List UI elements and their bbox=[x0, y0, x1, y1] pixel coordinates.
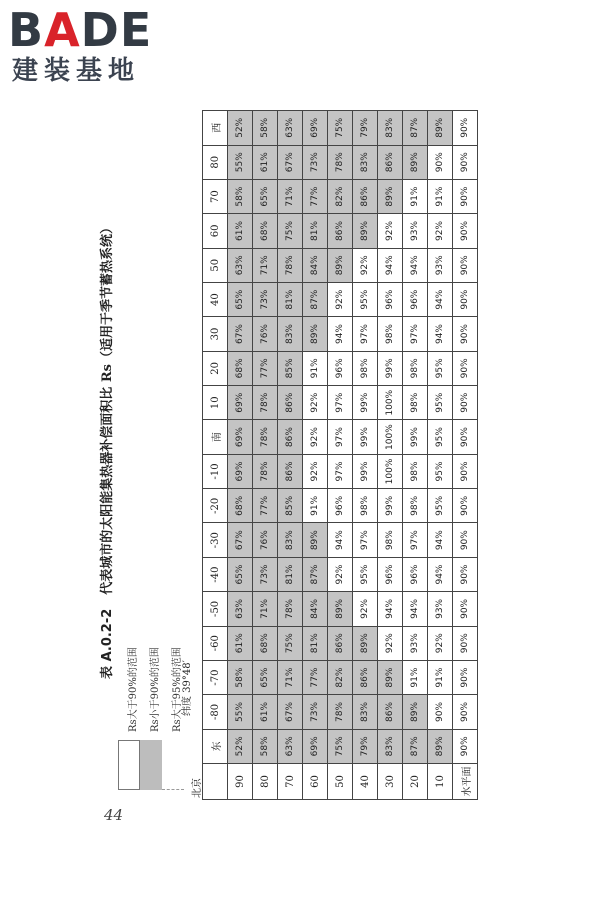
table-cell: 76% bbox=[253, 317, 278, 351]
row-label: 水平面 bbox=[453, 764, 478, 800]
table-cell: 75% bbox=[328, 729, 353, 763]
table-cell: 90% bbox=[453, 523, 478, 557]
table-cell: 98% bbox=[378, 317, 403, 351]
table-cell: 58% bbox=[228, 660, 253, 694]
table-cell: 94% bbox=[428, 523, 453, 557]
table-cell: 90% bbox=[453, 351, 478, 385]
table-cell: 73% bbox=[253, 557, 278, 591]
table-cell: 90% bbox=[453, 145, 478, 179]
table-cell: 58% bbox=[228, 179, 253, 213]
table-cell: 94% bbox=[428, 557, 453, 591]
table-cell: 83% bbox=[353, 145, 378, 179]
table-cell: 98% bbox=[403, 489, 428, 523]
column-header: 东 bbox=[203, 729, 228, 763]
table-cell: 78% bbox=[278, 248, 303, 282]
table-cell: 96% bbox=[328, 351, 353, 385]
row-label: 80 bbox=[253, 764, 278, 800]
table-cell: 98% bbox=[378, 523, 403, 557]
compensation-table bbox=[202, 110, 478, 800]
column-header: -70 bbox=[203, 660, 228, 694]
legend-swatch-dashed bbox=[162, 739, 184, 790]
table-cell: 86% bbox=[353, 660, 378, 694]
column-header: -40 bbox=[203, 557, 228, 591]
table-cell: 73% bbox=[253, 282, 278, 316]
table-cell: 97% bbox=[403, 523, 428, 557]
table-cell: 81% bbox=[303, 626, 328, 660]
table-cell: 100% bbox=[378, 420, 403, 454]
rotated-table-page bbox=[90, 100, 580, 800]
table-cell: 92% bbox=[328, 282, 353, 316]
table-cell: 85% bbox=[278, 351, 303, 385]
table-cell: 67% bbox=[278, 695, 303, 729]
table-cell: 96% bbox=[328, 489, 353, 523]
table-cell: 99% bbox=[353, 420, 378, 454]
table-cell: 83% bbox=[278, 317, 303, 351]
table-cell: 68% bbox=[228, 489, 253, 523]
table-row bbox=[303, 111, 328, 800]
table-cell: 90% bbox=[453, 179, 478, 213]
table-cell: 97% bbox=[353, 317, 378, 351]
table-cell: 98% bbox=[353, 351, 378, 385]
table-cell: 87% bbox=[403, 111, 428, 146]
table-cell: 89% bbox=[428, 111, 453, 146]
table-cell: 94% bbox=[428, 282, 453, 316]
column-header: 40 bbox=[203, 282, 228, 316]
table-cell: 95% bbox=[353, 282, 378, 316]
table-cell: 90% bbox=[453, 111, 478, 146]
table-cell: 90% bbox=[453, 317, 478, 351]
legend-item bbox=[120, 630, 142, 790]
legend-item bbox=[142, 630, 164, 790]
table-cell: 89% bbox=[403, 145, 428, 179]
table-cell: 86% bbox=[353, 179, 378, 213]
table-cell: 68% bbox=[228, 351, 253, 385]
table-code: 表 A.0.2-2 bbox=[100, 608, 115, 679]
table-title bbox=[96, 100, 115, 800]
column-header: 10 bbox=[203, 386, 228, 420]
table-cell: 89% bbox=[303, 317, 328, 351]
table-cell: 78% bbox=[253, 454, 278, 488]
table-cell: 68% bbox=[253, 626, 278, 660]
table-cell: 67% bbox=[228, 317, 253, 351]
table-cell: 61% bbox=[228, 214, 253, 248]
row-label: 10 bbox=[428, 764, 453, 800]
table-cell: 81% bbox=[303, 214, 328, 248]
table-cell: 89% bbox=[378, 660, 403, 694]
table-cell: 93% bbox=[403, 626, 428, 660]
table-cell: 77% bbox=[253, 351, 278, 385]
table-cell: 89% bbox=[353, 626, 378, 660]
page-number: 44 bbox=[104, 806, 124, 824]
table-cell: 65% bbox=[228, 282, 253, 316]
table-cell: 90% bbox=[453, 489, 478, 523]
legend bbox=[120, 630, 186, 790]
row-label: 90 bbox=[228, 764, 253, 800]
table-cell: 78% bbox=[253, 386, 278, 420]
table-cell: 94% bbox=[428, 317, 453, 351]
table-cell: 92% bbox=[303, 386, 328, 420]
table-cell: 92% bbox=[353, 592, 378, 626]
table-cell: 91% bbox=[428, 179, 453, 213]
table-cell: 95% bbox=[428, 420, 453, 454]
table-cell: 93% bbox=[403, 214, 428, 248]
table-cell: 90% bbox=[428, 145, 453, 179]
table-cell: 89% bbox=[378, 179, 403, 213]
table-row bbox=[378, 111, 403, 800]
table-cell: 99% bbox=[378, 351, 403, 385]
table-row bbox=[253, 111, 278, 800]
table-cell: 69% bbox=[228, 420, 253, 454]
table-cell: 94% bbox=[403, 592, 428, 626]
table-cell: 94% bbox=[328, 317, 353, 351]
table-cell: 95% bbox=[428, 351, 453, 385]
table-cell: 75% bbox=[278, 214, 303, 248]
table-cell: 86% bbox=[278, 386, 303, 420]
table-cell: 58% bbox=[253, 729, 278, 763]
table-cell: 65% bbox=[228, 557, 253, 591]
table-cell: 97% bbox=[328, 454, 353, 488]
table-cell: 87% bbox=[303, 557, 328, 591]
column-header: 50 bbox=[203, 248, 228, 282]
column-header: 70 bbox=[203, 179, 228, 213]
table-cell: 89% bbox=[328, 592, 353, 626]
table-cell: 99% bbox=[403, 420, 428, 454]
table-cell: 90% bbox=[453, 386, 478, 420]
table-cell: 82% bbox=[328, 179, 353, 213]
table-cell: 98% bbox=[353, 489, 378, 523]
table-cell: 91% bbox=[303, 489, 328, 523]
table-cell: 78% bbox=[278, 592, 303, 626]
table-corner-cell bbox=[203, 764, 228, 800]
table-cell: 94% bbox=[378, 592, 403, 626]
table-cell: 69% bbox=[228, 454, 253, 488]
table-caption: 代表城市的太阳能集热器补偿面积比 Rs（适用于季节蓄热系统） bbox=[100, 221, 115, 595]
table-cell: 52% bbox=[228, 729, 253, 763]
legend-swatch-gray bbox=[140, 740, 162, 790]
table-cell: 77% bbox=[303, 179, 328, 213]
table-cell: 63% bbox=[228, 248, 253, 282]
table-cell: 78% bbox=[328, 695, 353, 729]
table-cell: 90% bbox=[453, 592, 478, 626]
table-cell: 87% bbox=[303, 282, 328, 316]
column-header: -50 bbox=[203, 592, 228, 626]
brand-name-de: DE bbox=[80, 3, 153, 57]
table-cell: 90% bbox=[453, 248, 478, 282]
table-cell: 99% bbox=[353, 386, 378, 420]
table-cell: 89% bbox=[403, 695, 428, 729]
table-cell: 69% bbox=[303, 111, 328, 146]
table-cell: 95% bbox=[353, 557, 378, 591]
table-cell: 90% bbox=[453, 454, 478, 488]
table-cell: 75% bbox=[328, 111, 353, 146]
table-cell: 89% bbox=[303, 523, 328, 557]
legend-label: Rs大于95%的范围 bbox=[172, 647, 183, 732]
table-cell: 91% bbox=[403, 660, 428, 694]
brand-name-a: A bbox=[44, 3, 81, 57]
legend-label: Rs大于90%的范围 bbox=[128, 647, 139, 732]
table-cell: 96% bbox=[378, 557, 403, 591]
table-cell: 100% bbox=[378, 386, 403, 420]
table-cell: 91% bbox=[403, 179, 428, 213]
table-cell: 96% bbox=[403, 282, 428, 316]
table-cell: 92% bbox=[303, 454, 328, 488]
table-row bbox=[353, 111, 378, 800]
table-cell: 95% bbox=[428, 489, 453, 523]
table-cell: 87% bbox=[403, 729, 428, 763]
latitude-label: 纬度 39°48′ bbox=[182, 660, 193, 716]
table-cell: 97% bbox=[328, 386, 353, 420]
table-cell: 99% bbox=[378, 489, 403, 523]
column-header: -30 bbox=[203, 523, 228, 557]
table-cell: 86% bbox=[378, 145, 403, 179]
table-cell: 69% bbox=[303, 729, 328, 763]
table-cell: 67% bbox=[228, 523, 253, 557]
table-cell: 71% bbox=[253, 592, 278, 626]
table-cell: 83% bbox=[378, 729, 403, 763]
table-cell: 86% bbox=[328, 626, 353, 660]
table-cell: 71% bbox=[278, 179, 303, 213]
table-cell: 55% bbox=[228, 145, 253, 179]
table-cell: 78% bbox=[253, 420, 278, 454]
column-header: 20 bbox=[203, 351, 228, 385]
column-header: 30 bbox=[203, 317, 228, 351]
table-cell: 79% bbox=[353, 111, 378, 146]
table-header-row bbox=[203, 111, 228, 800]
brand-subtitle: 建装基地 bbox=[12, 56, 141, 86]
table-cell: 77% bbox=[253, 489, 278, 523]
table-cell: 93% bbox=[428, 592, 453, 626]
table-cell: 77% bbox=[303, 660, 328, 694]
table-cell: 73% bbox=[303, 695, 328, 729]
table-cell: 76% bbox=[253, 523, 278, 557]
table-cell: 90% bbox=[453, 695, 478, 729]
column-header: -80 bbox=[203, 695, 228, 729]
table-cell: 90% bbox=[453, 729, 478, 763]
table-cell: 58% bbox=[253, 111, 278, 146]
row-label: 30 bbox=[378, 764, 403, 800]
table-cell: 63% bbox=[228, 592, 253, 626]
table-cell: 98% bbox=[403, 351, 428, 385]
table-cell: 93% bbox=[428, 248, 453, 282]
table-cell: 84% bbox=[303, 592, 328, 626]
table-cell: 75% bbox=[278, 626, 303, 660]
table-cell: 92% bbox=[328, 557, 353, 591]
table-cell: 90% bbox=[453, 420, 478, 454]
table-cell: 65% bbox=[253, 660, 278, 694]
table-cell: 61% bbox=[253, 145, 278, 179]
table-cell: 89% bbox=[353, 214, 378, 248]
table-cell: 89% bbox=[328, 248, 353, 282]
table-cell: 86% bbox=[328, 214, 353, 248]
table-cell: 90% bbox=[453, 660, 478, 694]
row-label: 60 bbox=[303, 764, 328, 800]
row-label: 50 bbox=[328, 764, 353, 800]
legend-label: Rs小于90%的范围 bbox=[150, 647, 161, 732]
brand-name bbox=[8, 4, 178, 56]
table-cell: 67% bbox=[278, 145, 303, 179]
table-cell: 94% bbox=[378, 248, 403, 282]
table-cell: 78% bbox=[328, 145, 353, 179]
table-cell: 61% bbox=[228, 626, 253, 660]
table-cell: 63% bbox=[278, 111, 303, 146]
table-cell: 73% bbox=[303, 145, 328, 179]
column-header: -20 bbox=[203, 489, 228, 523]
table-cell: 63% bbox=[278, 729, 303, 763]
table-cell: 65% bbox=[253, 179, 278, 213]
table-cell: 71% bbox=[278, 660, 303, 694]
row-label: 40 bbox=[353, 764, 378, 800]
table-cell: 81% bbox=[278, 282, 303, 316]
table-cell: 91% bbox=[428, 660, 453, 694]
column-header: -60 bbox=[203, 626, 228, 660]
table-cell: 71% bbox=[253, 248, 278, 282]
table-cell: 52% bbox=[228, 111, 253, 146]
brand-logo bbox=[8, 4, 178, 88]
table-cell: 94% bbox=[403, 248, 428, 282]
table-cell: 86% bbox=[278, 420, 303, 454]
brand-name-b: B bbox=[8, 3, 45, 57]
table-cell: 95% bbox=[428, 454, 453, 488]
table-row bbox=[403, 111, 428, 800]
table-cell: 83% bbox=[278, 523, 303, 557]
column-header: -10 bbox=[203, 454, 228, 488]
table-cell: 83% bbox=[378, 111, 403, 146]
table-cell: 96% bbox=[378, 282, 403, 316]
table-cell: 97% bbox=[403, 317, 428, 351]
table-cell: 83% bbox=[353, 695, 378, 729]
table-cell: 97% bbox=[353, 523, 378, 557]
legend-swatch-white bbox=[118, 740, 140, 790]
table-cell: 100% bbox=[378, 454, 403, 488]
table-cell: 81% bbox=[278, 557, 303, 591]
table-cell: 89% bbox=[428, 729, 453, 763]
table-cell: 79% bbox=[353, 729, 378, 763]
table-cell: 90% bbox=[453, 214, 478, 248]
table-row bbox=[278, 111, 303, 800]
row-label: 20 bbox=[403, 764, 428, 800]
column-header: 60 bbox=[203, 214, 228, 248]
table-row bbox=[228, 111, 253, 800]
table-cell: 94% bbox=[328, 523, 353, 557]
table-cell: 98% bbox=[403, 386, 428, 420]
table-cell: 91% bbox=[303, 351, 328, 385]
table-cell: 92% bbox=[378, 626, 403, 660]
column-header: 南 bbox=[203, 420, 228, 454]
table-cell: 92% bbox=[353, 248, 378, 282]
table-cell: 68% bbox=[253, 214, 278, 248]
table-cell: 92% bbox=[428, 626, 453, 660]
table-cell: 61% bbox=[253, 695, 278, 729]
table-cell: 90% bbox=[453, 557, 478, 591]
table-cell: 82% bbox=[328, 660, 353, 694]
table-cell: 55% bbox=[228, 695, 253, 729]
column-header: 80 bbox=[203, 145, 228, 179]
table-cell: 96% bbox=[403, 557, 428, 591]
table-cell: 92% bbox=[378, 214, 403, 248]
table-cell: 69% bbox=[228, 386, 253, 420]
column-header: 西 bbox=[203, 111, 228, 146]
table-cell: 95% bbox=[428, 386, 453, 420]
table-cell: 86% bbox=[278, 454, 303, 488]
table-cell: 92% bbox=[428, 214, 453, 248]
table-cell: 84% bbox=[303, 248, 328, 282]
row-label: 70 bbox=[278, 764, 303, 800]
table-cell: 90% bbox=[453, 282, 478, 316]
table-cell: 90% bbox=[428, 695, 453, 729]
table-cell: 97% bbox=[328, 420, 353, 454]
table-row bbox=[453, 111, 478, 800]
table-cell: 99% bbox=[353, 454, 378, 488]
table-cell: 85% bbox=[278, 489, 303, 523]
table-row bbox=[428, 111, 453, 800]
city-label: 北京 bbox=[192, 778, 203, 798]
table-cell: 90% bbox=[453, 626, 478, 660]
table-cell: 98% bbox=[403, 454, 428, 488]
table-row bbox=[328, 111, 353, 800]
table-cell: 86% bbox=[378, 695, 403, 729]
table-cell: 92% bbox=[303, 420, 328, 454]
